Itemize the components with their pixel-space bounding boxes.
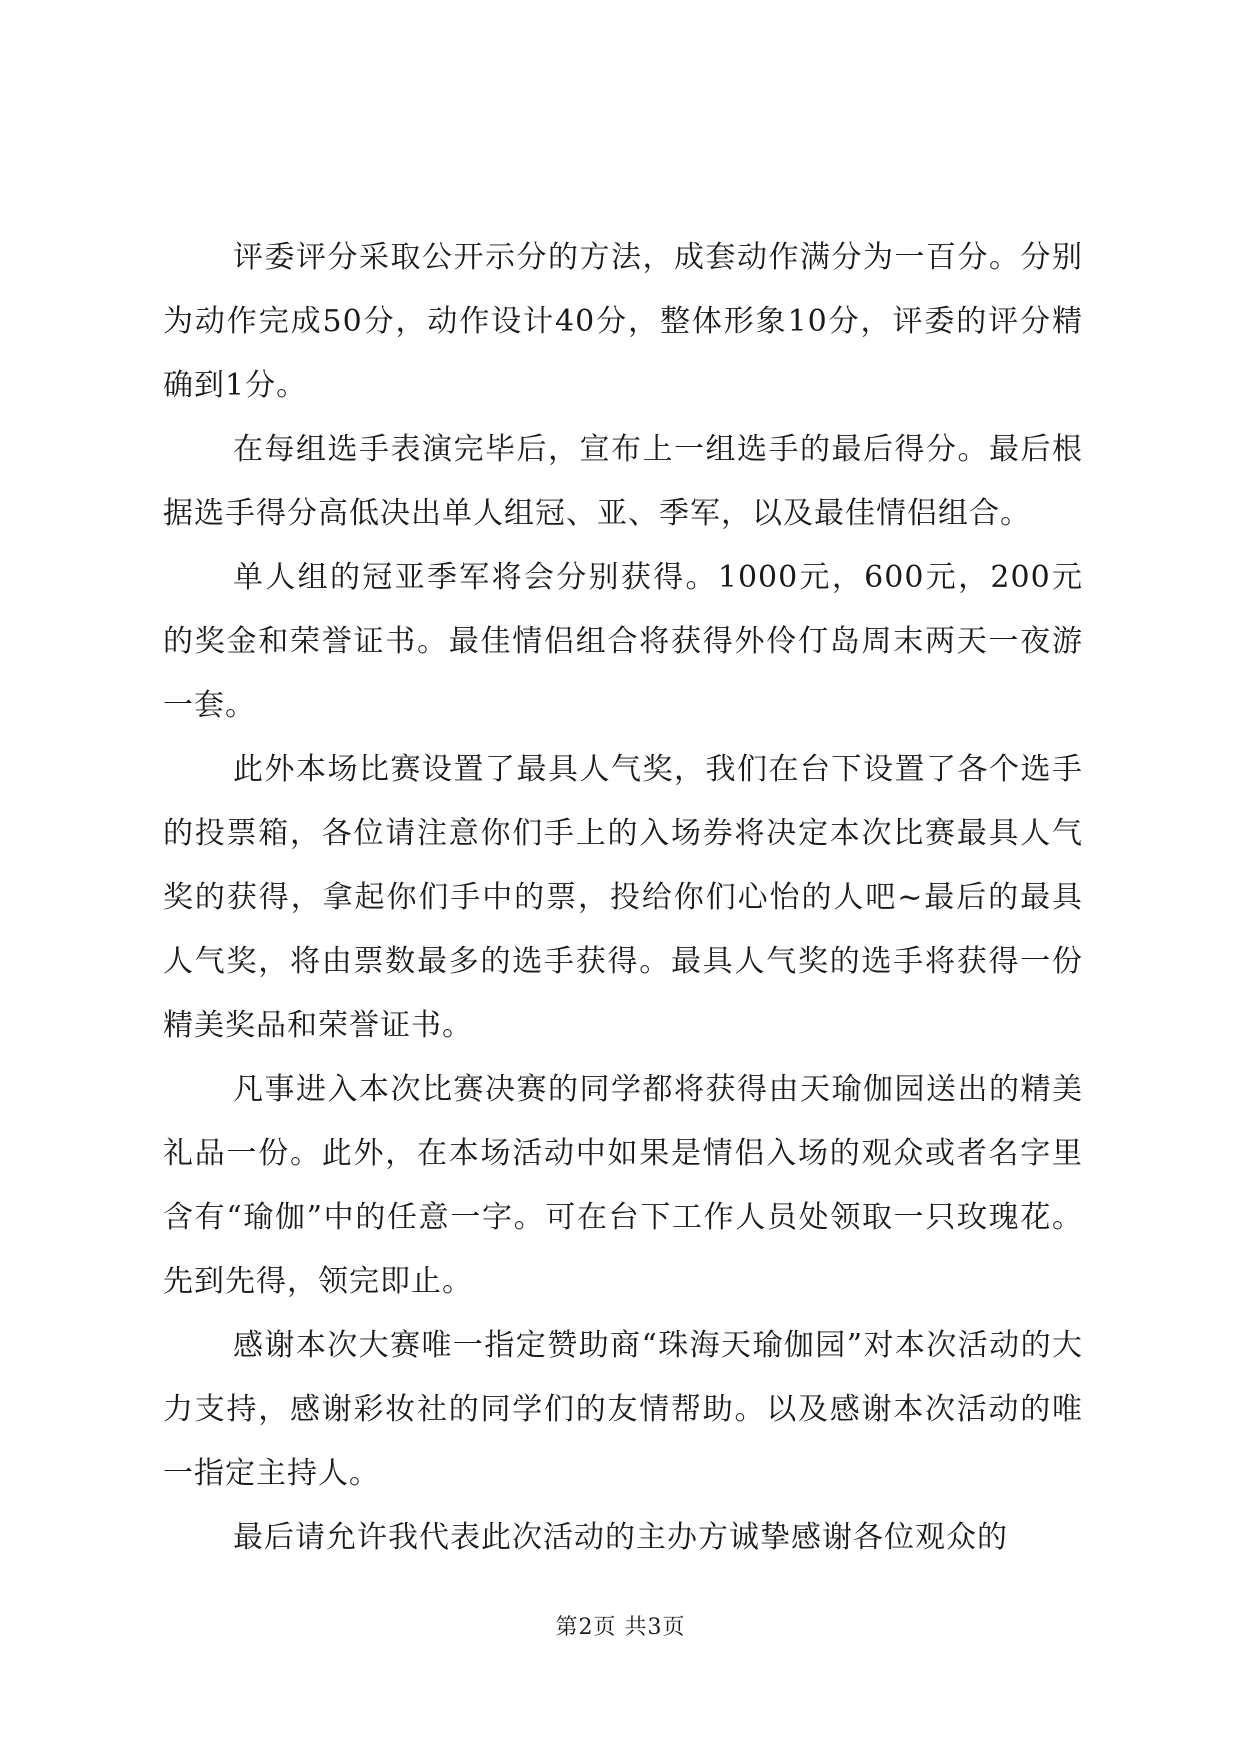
paragraph-popularity-award: 此外本场比赛设置了最具人气奖，我们在台下设置了各个选手的投票箱，各位请注意你们手上的入场券将决定本次比赛最具人气奖的获得，拿起你们手中的票，投给你们心怡的人吧~最后的最具人气奖，将由票数最多的选手获得。最具人气奖的选手将获得一份精美奖品和荣誉证书。 [163, 752, 1083, 1043]
paragraph-scoring-method: 评委评分采取公开示分的方法，成套动作满分为一百分。分别为动作完成50分，动作设计40分，整体形象10分，评委的评分精确到1分。 [163, 240, 1083, 403]
paragraph-final-score: 在每组选手表演完毕后，宣布上一组选手的最后得分。最后根据选手得分高低决出单人组冠、亚、季军，以及最佳情侣组合。 [163, 432, 1083, 531]
paragraph-closing: 最后请允许我代表此次活动的主办方诚挚感谢各位观众的 [233, 1520, 1008, 1555]
paragraph-prizes: 单人组的冠亚季军将会分别获得。1000元，600元，200元的奖金和荣誉证书。最佳情侣组合将获得外伶仃岛周末两天一夜游一套。 [163, 560, 1083, 723]
document-body [163, 226, 1083, 1570]
page-number-footer: 第2页 共3页 [555, 1615, 686, 1640]
paragraph-gifts: 凡事进入本次比赛决赛的同学都将获得由天瑜伽园送出的精美礼品一份。此外，在本场活动中如果是情侣入场的观众或者名字里含有“瑜伽”中的任意一字。可在台下工作人员处领取一只玫瑰花。先到先得，领完即止。 [163, 1072, 1083, 1299]
paragraph-thanks: 感谢本次大赛唯一指定赞助商“珠海天瑜伽园”对本次活动的大力支持，感谢彩妆社的同学们的友情帮助。以及感谢本次活动的唯一指定主持人。 [163, 1328, 1083, 1491]
